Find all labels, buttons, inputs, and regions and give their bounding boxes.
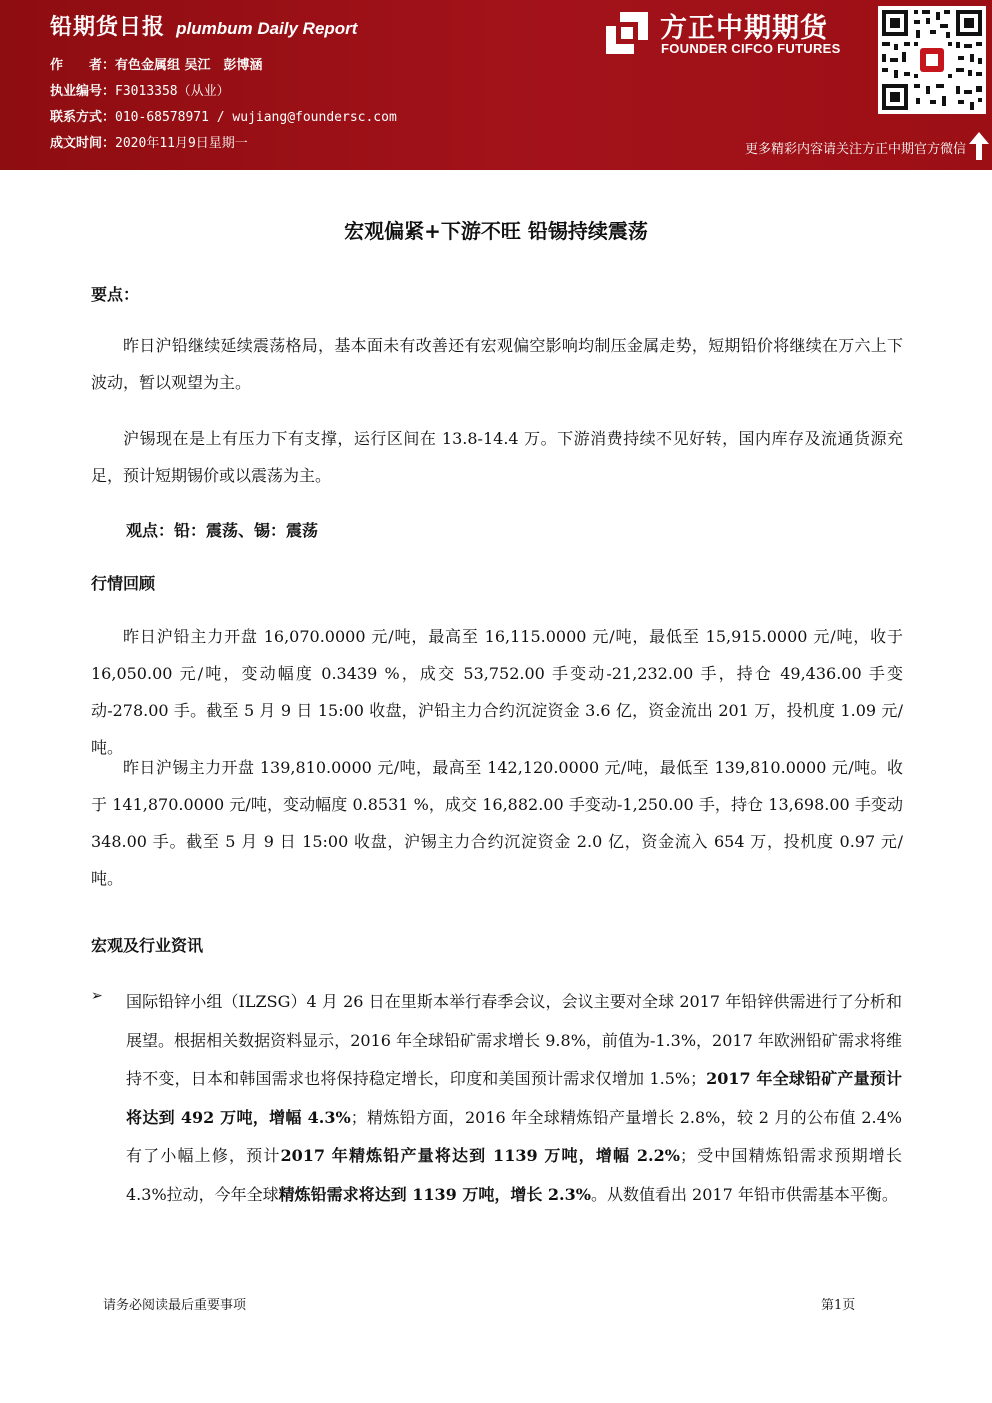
footer-notice: 请务必阅读最后重要事项 — [103, 1298, 247, 1313]
report-title-en: plumbum Daily Report — [176, 19, 358, 38]
license-label: 执业编号： — [50, 84, 116, 99]
author-value: 有色金属组 吴江 彭博涵 — [115, 58, 263, 73]
date-value: 2020年11月9日星期一 — [115, 136, 248, 151]
macro-news-item — [126, 983, 902, 1214]
news-text-1: 国际铅锌小组（ILZSG）4 月 26 日在里斯本举行春季会议，会议主要对全球 2017 年铅锌供需进行了分析和展望。根据相关数据资料显示，2016 年全球铅矿需求增长 9.8%，前值为-1.3%，2017 年欧洲铅矿需求将维持不变，日本和韩国需求也将保持稳定增长，印度和美国预计需求仅增加 1.5%； — [126, 992, 902, 1088]
market-review-heading: 行情回顾 — [91, 574, 156, 593]
license-line — [50, 80, 230, 99]
key-points-heading: 要点： — [91, 285, 140, 304]
date-line — [50, 132, 248, 151]
market-review-lead: 昨日沪铅主力开盘 16,070.0000 元/吨，最高至 16,115.0000 元/吨，最低至 15,915.0000 元/吨，收于 16,050.00 元/吨，变动幅度 0.3439 %，成交 53,752.00 手变动-21,232.00 手，持仓 49,436.00 手变动-278.00 手。截至 5 月 9 日 15:00 收盘，沪铅主力合约沉淀资金 3.6 亿，资金流出 201 万，投机度 1.09 元/吨。 — [91, 627, 903, 757]
report-header — [0, 0, 992, 170]
news-text-4: 。从数值看出 2017 年铅市供需基本平衡。 — [590, 1184, 898, 1204]
founder-logo-icon — [604, 10, 650, 56]
key-point-tin: 沪锡现在是上有压力下有支撑，运行区间在 13.8-14.4 万。下游消费持续不见好转，国内库存及流通货源充足，预计短期锡价或以震荡为主。 — [91, 429, 903, 485]
qr-code-icon — [878, 6, 986, 114]
macro-news-heading: 宏观及行业资讯 — [91, 936, 204, 955]
report-title — [50, 10, 357, 41]
wechat-follow-note: 更多精彩内容请关注方正中期官方微信 — [744, 142, 966, 157]
author-label: 作 者： — [50, 58, 116, 73]
news-highlight-2: 2017 年精炼铅产量将达到 1139 万吨，增幅 2.2% — [280, 1146, 680, 1165]
news-text-3: ；受中国精炼铅需求预期增长 4.3%拉动，今年全球 — [126, 1146, 902, 1204]
logo-text-en: FOUNDER CIFCO FUTURES — [661, 41, 841, 56]
company-logo — [604, 6, 864, 64]
viewpoint-summary: 观点：铅：震荡、锡：震荡 — [126, 521, 319, 540]
market-review-tin: 昨日沪锡主力开盘 139,810.0000 元/吨，最高至 142,120.0000 元/吨，最低至 139,810.0000 元/吨。收于 141,870.0000 元/吨，变动幅度 0.8531 %，成交 16,882.00 手变动-1,250.00 手，持仓 13,698.00 手变动 348.00 手。截至 5 月 9 日 15:00 收盘，沪锡主力合约沉淀资金 2.0 亿，资金流入 654 万，投机度 0.97 元/吨。 — [91, 758, 903, 888]
contact-label: 联系方式： — [50, 110, 116, 125]
contact-value: 010-68578971 / wujiang@foundersc.com — [115, 110, 397, 125]
date-label: 成文时间： — [50, 136, 116, 151]
contact-line — [50, 106, 397, 125]
bullet-arrow-icon: ➢ — [91, 988, 103, 1004]
up-arrow-icon — [969, 132, 989, 160]
logo-text-cn: 方正中期期货 — [660, 13, 828, 44]
document-title: 宏观偏紧+下游不旺 铅锡持续震荡 — [344, 219, 648, 243]
key-point-lead: 昨日沪铅继续延续震荡格局，基本面未有改善还有宏观偏空影响均制压金属走势，短期铅价将继续在万六上下波动，暂以观望为主。 — [91, 336, 903, 392]
report-title-cn: 铅期货日报 — [50, 15, 166, 40]
news-highlight-3: 精炼铅需求将达到 1139 万吨，增长 2.3% — [278, 1184, 591, 1204]
license-value: F3013358（从业） — [115, 84, 230, 99]
news-text-2: ；精炼铅方面，2016 年全球精炼铅产量增长 2.8%，较 2 月的公布值 2.4%有了小幅上修，预计 — [126, 1107, 902, 1165]
author-line — [50, 54, 263, 73]
page-number: 第1页 — [821, 1298, 856, 1313]
news-highlight-1: 2017 年全球铅矿产量预计将达到 492 万吨，增幅 4.3% — [126, 1069, 902, 1127]
